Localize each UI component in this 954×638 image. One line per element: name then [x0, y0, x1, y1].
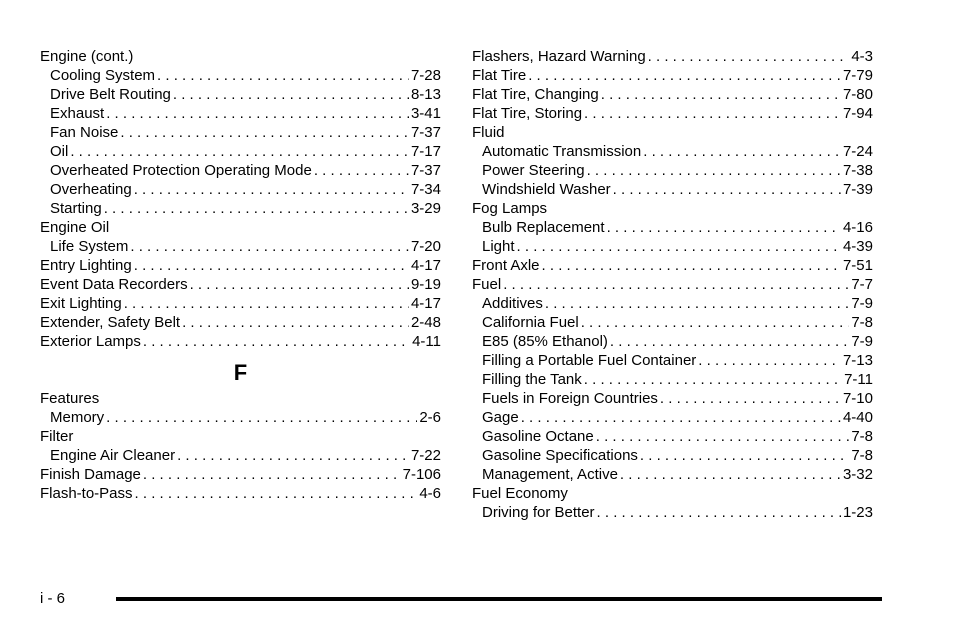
- dot-leader: [70, 142, 409, 161]
- index-entry[interactable]: [472, 85, 873, 104]
- index-page-ref[interactable]: 7-10: [842, 390, 873, 407]
- index-subentry[interactable]: [472, 408, 873, 427]
- index-entry-label: Oil: [50, 143, 69, 160]
- index-entry-label: Overheated Protection Operating Mode: [50, 162, 312, 179]
- index-page-ref[interactable]: 3-32: [842, 466, 873, 483]
- index-entry[interactable]: [40, 275, 441, 294]
- index-entry[interactable]: [472, 66, 873, 85]
- footer-rule: [116, 597, 882, 601]
- index-page-ref[interactable]: 7-20: [410, 238, 441, 255]
- index-subentry[interactable]: [40, 123, 441, 142]
- index-page-ref[interactable]: 4-17: [410, 257, 441, 274]
- index-entry-label: Entry Lighting: [40, 257, 132, 274]
- dot-leader: [581, 313, 850, 332]
- index-entry-label: Gasoline Octane: [482, 428, 594, 445]
- index-heading-label: Fog Lamps: [472, 200, 548, 217]
- index-heading: [40, 47, 441, 66]
- dot-leader: [648, 47, 850, 66]
- index-entry-label: Light: [482, 238, 515, 255]
- index-heading-label: Features: [40, 390, 100, 407]
- index-page-ref[interactable]: 1-23: [842, 504, 873, 521]
- dot-leader: [120, 123, 409, 142]
- index-entry-label: Engine Air Cleaner: [50, 447, 176, 464]
- index-entry-label: Flashers, Hazard Warning: [472, 48, 646, 65]
- dot-leader: [106, 408, 417, 427]
- index-page-ref[interactable]: 7-37: [410, 162, 441, 179]
- index-page-ref[interactable]: 4-39: [842, 238, 873, 255]
- index-entry-label: Automatic Transmission: [482, 143, 642, 160]
- index-heading: [472, 484, 873, 503]
- dot-leader: [542, 256, 841, 275]
- index-page-ref[interactable]: 7-9: [851, 295, 873, 312]
- index-subentry[interactable]: [472, 180, 873, 199]
- index-subentry[interactable]: [40, 180, 441, 199]
- index-entry-label: E85 (85% Ethanol): [482, 333, 608, 350]
- index-entry[interactable]: [40, 332, 441, 351]
- dot-leader: [597, 503, 841, 522]
- index-subentry[interactable]: [472, 503, 873, 522]
- dot-leader: [640, 446, 849, 465]
- index-heading: [472, 199, 873, 218]
- index-subentry[interactable]: [472, 465, 873, 484]
- index-subentry[interactable]: [472, 427, 873, 446]
- index-entry-label: Exit Lighting: [40, 295, 122, 312]
- index-entry[interactable]: [472, 47, 873, 66]
- dot-leader: [104, 199, 409, 218]
- index-subentry[interactable]: [472, 294, 873, 313]
- index-entry-label: California Fuel: [482, 314, 579, 331]
- index-entry-label: Finish Damage: [40, 466, 141, 483]
- index-entry[interactable]: [472, 275, 873, 294]
- index-subentry[interactable]: [40, 66, 441, 85]
- dot-leader: [545, 294, 849, 313]
- dot-leader: [190, 275, 409, 294]
- index-page-ref[interactable]: 2-6: [419, 409, 441, 426]
- index-subentry[interactable]: [472, 237, 873, 256]
- index-page-ref[interactable]: 4-11: [412, 333, 441, 350]
- index-subentry[interactable]: [472, 389, 873, 408]
- section-letter: F: [233, 360, 248, 385]
- dot-leader: [314, 161, 409, 180]
- index-subentry[interactable]: [40, 408, 441, 427]
- index-heading-label: Fluid: [472, 124, 505, 141]
- index-page-ref[interactable]: 4-17: [410, 295, 441, 312]
- index-subentry[interactable]: [472, 161, 873, 180]
- index-column-left: [40, 47, 441, 503]
- dot-leader: [620, 465, 841, 484]
- index-entry-label: Extender, Safety Belt: [40, 314, 181, 331]
- index-column-right: [472, 47, 873, 522]
- index-entry-label: Gasoline Specifications: [482, 447, 638, 464]
- index-page-ref[interactable]: 7-17: [410, 143, 441, 160]
- index-entry[interactable]: [40, 484, 441, 503]
- index-page-ref[interactable]: 7-94: [842, 105, 873, 122]
- dot-leader: [607, 218, 841, 237]
- index-page-ref[interactable]: 7-24: [842, 143, 873, 160]
- index-heading: [472, 123, 873, 142]
- index-subentry[interactable]: [472, 313, 873, 332]
- index-entry-label: Flat Tire: [472, 67, 527, 84]
- dot-leader: [177, 446, 409, 465]
- index-page-ref[interactable]: 7-7: [851, 276, 873, 293]
- index-entry-label: Gage: [482, 409, 519, 426]
- dot-leader: [613, 180, 841, 199]
- index-page-ref[interactable]: 7-8: [851, 428, 873, 445]
- dot-leader: [610, 332, 849, 351]
- index-page-ref[interactable]: 7-37: [410, 124, 441, 141]
- dot-leader: [596, 427, 850, 446]
- index-page-ref[interactable]: 8-13: [410, 86, 441, 103]
- index-entry[interactable]: [472, 256, 873, 275]
- index-subentry[interactable]: [472, 446, 873, 465]
- dot-leader: [182, 313, 409, 332]
- dot-leader: [134, 180, 409, 199]
- index-entry[interactable]: [40, 294, 441, 313]
- index-heading-label: Engine (cont.): [40, 48, 134, 65]
- index-subentry[interactable]: [40, 199, 441, 218]
- index-heading-label: Fuel Economy: [472, 485, 568, 502]
- index-entry-label: Exterior Lamps: [40, 333, 141, 350]
- index-subentry[interactable]: [40, 446, 441, 465]
- dot-leader: [587, 161, 841, 180]
- dot-leader: [130, 237, 409, 256]
- dot-leader: [157, 66, 409, 85]
- dot-leader: [134, 256, 409, 275]
- index-entry-label: Management, Active: [482, 466, 618, 483]
- index-subentry[interactable]: [40, 142, 441, 161]
- dot-leader: [503, 275, 849, 294]
- index-page-ref[interactable]: 4-16: [842, 219, 873, 236]
- index-entry-label: Bulb Replacement: [482, 219, 605, 236]
- page-number: i - 6: [40, 590, 66, 607]
- index-page-ref[interactable]: 4-6: [419, 485, 441, 502]
- index-entry-label: Flash-to-Pass: [40, 485, 133, 502]
- index-page-ref[interactable]: 7-13: [842, 352, 873, 369]
- index-subentry[interactable]: [472, 142, 873, 161]
- index-entry[interactable]: [40, 256, 441, 275]
- index-page-ref[interactable]: 3-29: [410, 200, 441, 217]
- index-page-ref[interactable]: 7-22: [410, 447, 441, 464]
- index-subentry[interactable]: [472, 351, 873, 370]
- dot-leader: [521, 408, 841, 427]
- index-entry-label: Flat Tire, Changing: [472, 86, 599, 103]
- index-page-ref[interactable]: 7-80: [842, 86, 873, 103]
- index-entry-label: Starting: [50, 200, 102, 217]
- index-entry-label: Front Axle: [472, 257, 540, 274]
- index-entry[interactable]: [40, 313, 441, 332]
- index-entry[interactable]: [472, 104, 873, 123]
- index-entry-label: Driving for Better: [482, 504, 595, 521]
- dot-leader: [698, 351, 841, 370]
- index-entry[interactable]: [40, 465, 441, 484]
- index-page-ref[interactable]: 7-28: [410, 67, 441, 84]
- index-page-ref[interactable]: 9-19: [410, 276, 441, 293]
- index-page-ref[interactable]: 7-39: [842, 181, 873, 198]
- dot-leader: [106, 104, 409, 123]
- index-page-ref[interactable]: 7-51: [842, 257, 873, 274]
- index-entry-label: Flat Tire, Storing: [472, 105, 583, 122]
- index-entry-label: Overheating: [50, 181, 132, 198]
- index-subentry[interactable]: [40, 161, 441, 180]
- index-entry-label: Life System: [50, 238, 129, 255]
- index-page-ref[interactable]: 3-41: [410, 105, 441, 122]
- index-entry-label: Additives: [482, 295, 543, 312]
- index-page-ref[interactable]: 7-8: [851, 314, 873, 331]
- index-page-ref[interactable]: 7-106: [402, 466, 441, 483]
- index-subentry[interactable]: [472, 332, 873, 351]
- dot-leader: [173, 85, 409, 104]
- index-entry-label: Cooling System: [50, 67, 156, 84]
- dot-leader: [143, 465, 401, 484]
- index-entry-label: Event Data Recorders: [40, 276, 188, 293]
- dot-leader: [643, 142, 841, 161]
- index-subentry[interactable]: [40, 237, 441, 256]
- index-entry-label: Exhaust: [50, 105, 105, 122]
- index-page-ref[interactable]: 2-48: [410, 314, 441, 331]
- index-heading-label: Filter: [40, 428, 74, 445]
- index-entry-label: Fuels in Foreign Countries: [482, 390, 658, 407]
- index-entry-label: Fuel: [472, 276, 502, 293]
- dot-leader: [517, 237, 841, 256]
- index-subentry[interactable]: [472, 218, 873, 237]
- dot-leader: [528, 66, 841, 85]
- index-entry-label: Filling a Portable Fuel Container: [482, 352, 697, 369]
- dot-leader: [135, 484, 418, 503]
- index-subentry[interactable]: [40, 85, 441, 104]
- dot-leader: [143, 332, 410, 351]
- index-page-ref[interactable]: 7-11: [844, 371, 873, 388]
- dot-leader: [124, 294, 409, 313]
- dot-leader: [601, 85, 841, 104]
- index-entry-label: Fan Noise: [50, 124, 119, 141]
- index-heading-label: Engine Oil: [40, 219, 110, 236]
- index-entry-label: Filling the Tank: [482, 371, 582, 388]
- index-page-ref[interactable]: 7-34: [410, 181, 441, 198]
- index-entry-label: Windshield Washer: [482, 181, 611, 198]
- dot-leader: [660, 389, 841, 408]
- index-page-ref[interactable]: 7-38: [842, 162, 873, 179]
- index-subentry[interactable]: [40, 104, 441, 123]
- index-heading: [40, 389, 441, 408]
- index-entry-label: Memory: [50, 409, 105, 426]
- index-entry-label: Power Steering: [482, 162, 585, 179]
- index-page-ref[interactable]: 7-79: [842, 67, 873, 84]
- index-subentry[interactable]: [472, 370, 873, 389]
- dot-leader: [584, 370, 842, 389]
- index-page-ref[interactable]: 4-3: [851, 48, 873, 65]
- index-page-ref[interactable]: 7-8: [851, 447, 873, 464]
- index-heading: [40, 218, 441, 237]
- index-entry-label: Drive Belt Routing: [50, 86, 171, 103]
- index-heading: [40, 427, 441, 446]
- index-page-ref[interactable]: 4-40: [842, 409, 873, 426]
- dot-leader: [584, 104, 841, 123]
- index-page-ref[interactable]: 7-9: [851, 333, 873, 350]
